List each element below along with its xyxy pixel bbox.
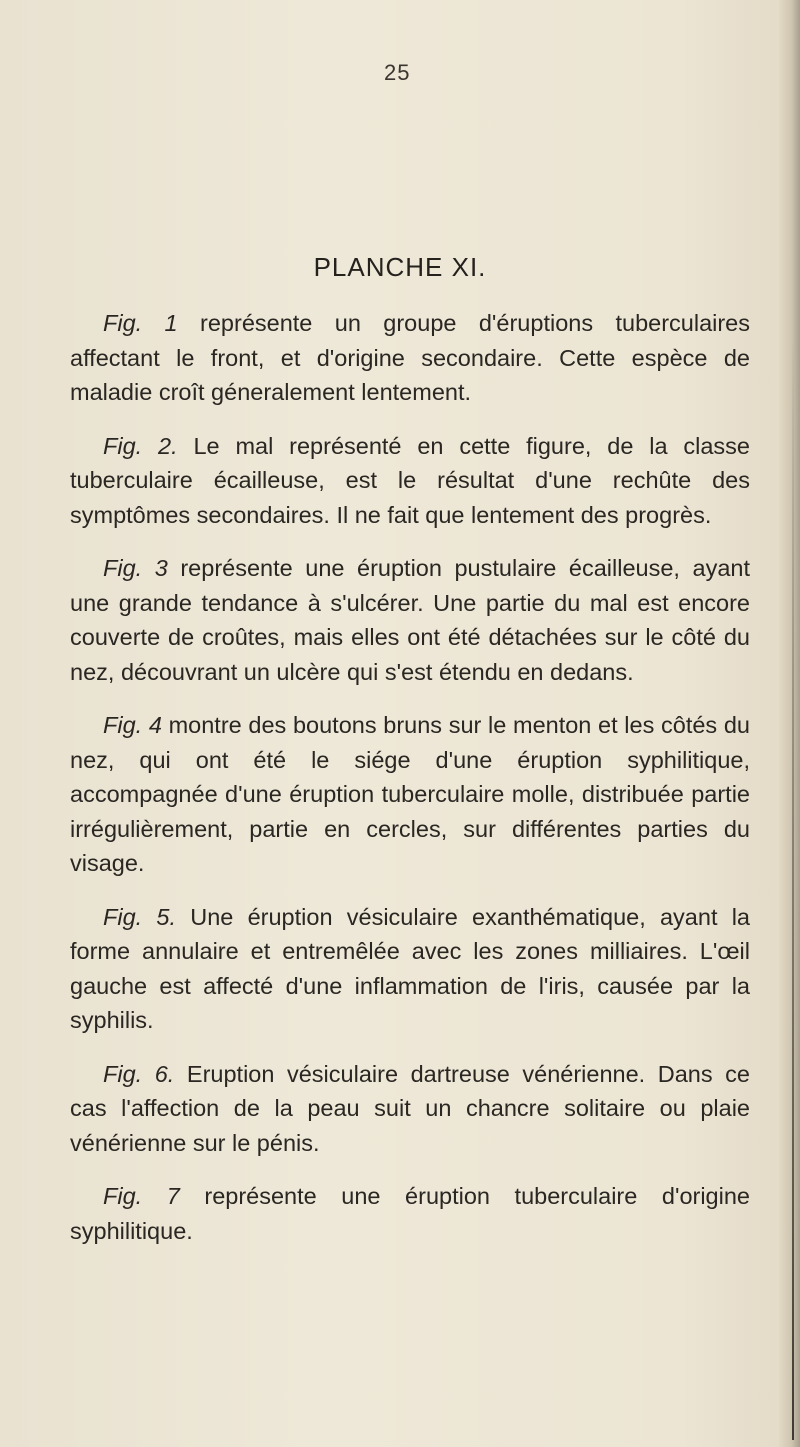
plate-heading: PLANCHE XI. xyxy=(313,252,487,282)
figure-paragraph-4 xyxy=(70,708,750,881)
figure-text: Eruption vésiculaire dartreuse vénérienne. Dans ce cas l'affection de la peau suit un chancre solitaire ou plaie vénérienne sur le pénis. xyxy=(70,1060,751,1156)
figure-label: Fig. 6. xyxy=(103,1060,175,1087)
figure-label: Fig. 3 xyxy=(103,555,168,581)
figure-paragraph-6 xyxy=(70,1057,750,1161)
figure-label: Fig. 7 xyxy=(103,1183,180,1209)
figure-text: Le mal représenté en cette figure, de la classe tuberculaire écailleuse, est le résultat d'une rechûte des symptômes secondaires. Il ne fait que lentement des progrès. xyxy=(70,432,750,528)
figure-paragraph-3 xyxy=(70,551,750,689)
figure-text: Une éruption vésiculaire exanthématique, ayant la forme annulaire et entremêlée avec les zones milliaires. L'œil gauche est affecté d'une inflammation de l'iris, causée par la syphilis. xyxy=(70,903,750,1033)
figure-text: représente un groupe d'éruptions tuberculaires affectant le front, et d'origine secondaire. Cette espèce de maladie croît géneralement lentement. xyxy=(70,310,751,405)
figure-paragraph-1 xyxy=(70,306,750,410)
figure-label: Fig. 4 xyxy=(103,712,162,738)
figure-label: Fig. 2. xyxy=(103,432,178,459)
page-number: 25 xyxy=(384,60,411,85)
figure-paragraph-7 xyxy=(70,1179,750,1248)
figure-text: représente une éruption pustulaire écailleuse, ayant une grande tendance à s'ulcérer. Une partie du mal est encore couverte de croûtes, mais elles ont été détachées sur le côté du nez, découvrant un ulcère qui s'est étendu en dedans. xyxy=(70,555,750,685)
figure-text: montre des boutons bruns sur le menton et les côtés du nez, qui ont été le siége d'une éruption syphilitique, accompagnée d'une éruption tuberculaire molle, distribuée partie irrégulièrement, partie en cercles, sur différentes parties du visage. xyxy=(70,712,750,876)
figure-text: représente une éruption tuberculaire d'origine syphilitique. xyxy=(70,1183,750,1244)
page-edge-line xyxy=(792,340,794,1440)
page-edge-shadow xyxy=(778,0,800,1447)
plate-description xyxy=(70,306,750,1267)
figure-paragraph-5 xyxy=(70,900,750,1038)
figure-paragraph-2 xyxy=(70,429,750,533)
figure-label: Fig. 1 xyxy=(103,310,178,336)
figure-label: Fig. 5. xyxy=(103,903,177,930)
